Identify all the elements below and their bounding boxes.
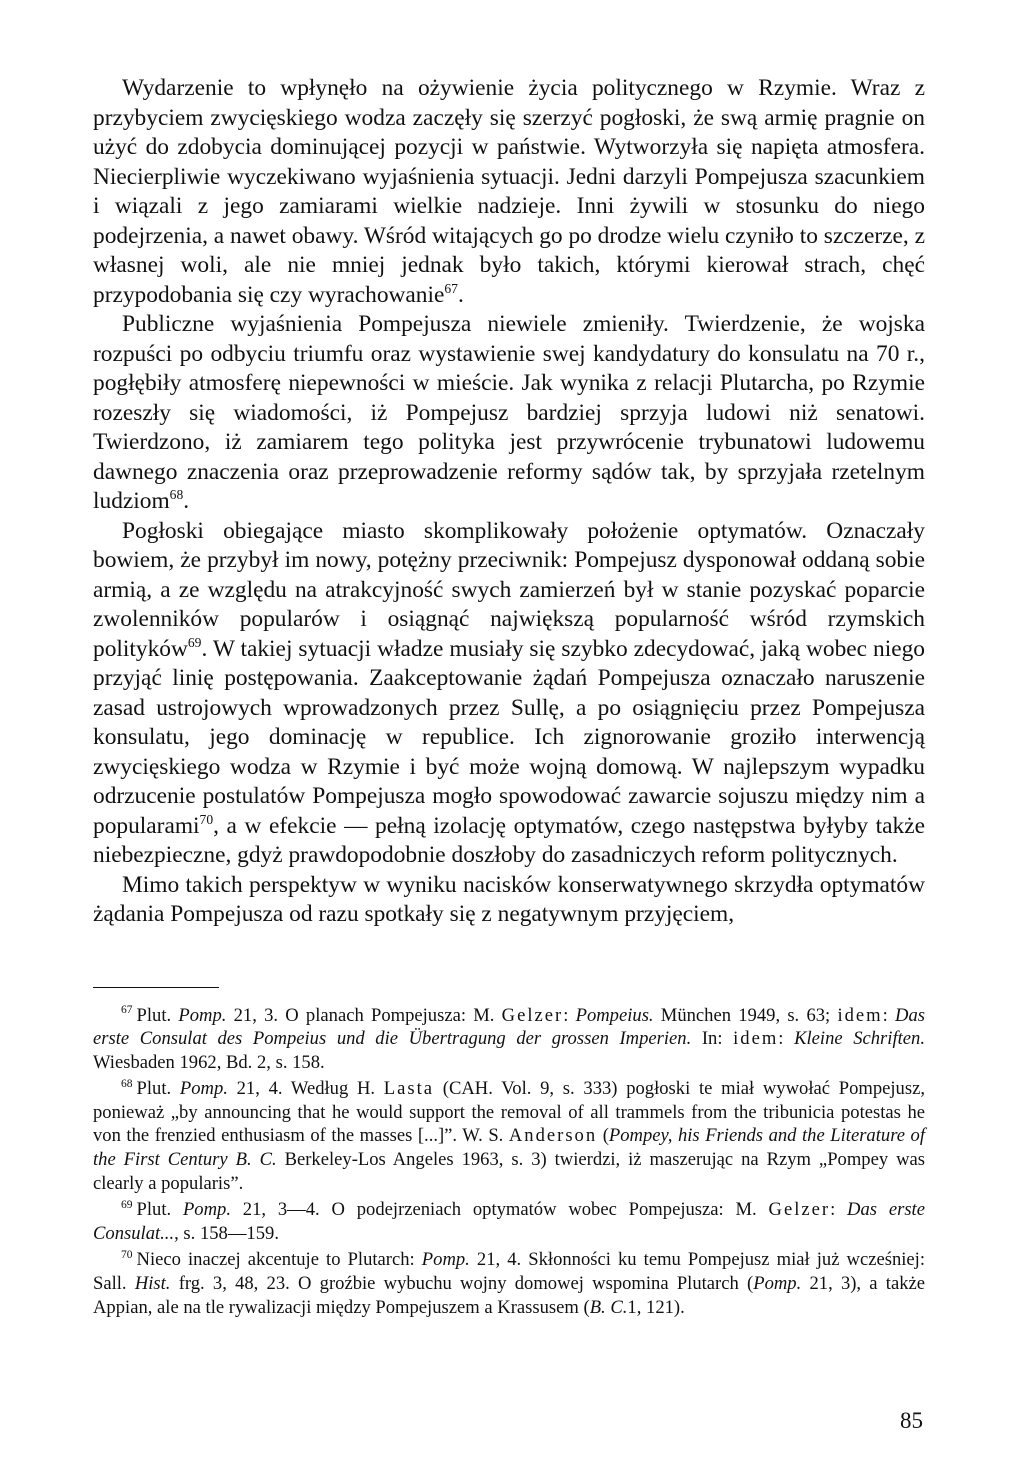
fn-text: : (830, 1199, 848, 1221)
fn-text: 21, 4. Według H. (227, 1078, 384, 1100)
footnote-ref-67[interactable]: 67 (444, 280, 458, 296)
fn-text: 21, 3. O planach Pompejusza: M. (226, 1004, 502, 1026)
fn-author: idem (733, 1028, 779, 1050)
fn-text: Plut. (136, 1004, 179, 1026)
footnote-number: 68 (121, 1078, 133, 1091)
fn-text: ( (597, 1125, 609, 1147)
fn-text: : (778, 1028, 795, 1050)
fn-text: 21, 4. Skłonności ku temu Pompejusz miał już wcześniej: Sall. (93, 1249, 926, 1295)
fn-text: München 1949, s. 63; (653, 1004, 838, 1026)
footnote-number: 70 (121, 1249, 133, 1262)
fn-italic: Pomp. (179, 1078, 228, 1100)
fn-italic: Pomp. (421, 1249, 470, 1271)
fn-text: Nieco inaczej akcentuje to Plutarch: (136, 1249, 422, 1271)
footnote-69 (93, 1198, 925, 1245)
fn-text: : (882, 1004, 896, 1026)
paragraph-1-end: . (457, 281, 464, 308)
fn-author: idem (837, 1004, 883, 1026)
footnote-divider (93, 987, 219, 988)
fn-text: 21, 3), a także Appian, ale na tle rywalizacji między Pompejuszem a Krassusem ( (93, 1273, 926, 1318)
paragraph-2-text: Publiczne wyjaśnienia Pompejusza niewiele zmieniły. Twierdzenie, że wojska rozpuści po odbyciu triumfu oraz wystawienie swej kandydatury do konsulatu na 70 r., pogłębiły atmosferę niepewności w mieście. Jak wynika z relacji Plutarcha, po Rzymie rozeszły się wiadomości, iż Pompejusz bardziej sprzyja ludowi niż senatowi. Twierdzono, iż zamiarem tego polityka jest przywrócenie trybunatowi ludowemu dawnego znaczenia oraz przeprowadzenie reformy sądów tak, by sprzyjała rzetelnym ludziom (93, 311, 925, 514)
paragraph-4-text: Mimo takich perspektyw w wyniku nacisków konserwatywnego skrzydła optymatów żądania Pompejusza od razu spotkały się z negatywnym przyjęciem, (93, 871, 925, 927)
fn-italic: Pomp. (182, 1199, 231, 1221)
fn-text: Berkeley-Los Angeles 1963, s. 3) twierdzi, iż maszerując na Rzym „Pompey was clearly a popularis”. (93, 1149, 925, 1194)
footnote-68 (93, 1077, 925, 1195)
fn-text: Plut. (136, 1199, 183, 1221)
fn-text: : (563, 1004, 576, 1026)
fn-italic: Kleine Schriften. (794, 1028, 925, 1050)
paragraph-3-text-c: , a w efekcie — pełną izolację optymatów, czego następstwa byłyby także niebezpieczne, gdyż prawdopodobnie doszłoby do zasadniczych reform politycznych. (93, 812, 925, 868)
footnote-70 (93, 1248, 925, 1319)
footnote-number: 67 (121, 1004, 133, 1017)
fn-italic: Pomp. (753, 1273, 802, 1295)
fn-text: frg. 3, 48, 23. O groźbie wybuchu wojny domowej wspomina Plutarch ( (170, 1273, 754, 1295)
footnote-number: 69 (121, 1199, 133, 1212)
footnote-67 (93, 1004, 925, 1075)
fn-italic: Hist. (134, 1273, 171, 1295)
fn-italic: Pomp. (178, 1004, 227, 1026)
fn-italic: Das erste Consulat... (93, 1199, 925, 1244)
fn-text: 1, 121). (627, 1296, 685, 1318)
fn-text: (CAH. Vol. 9, s. 333) pogłoski te miał wywołać Pompejusz, ponieważ „by announcing that he would support the removal of all trammels from the tribunicia potestas he von the frenzied enthusiasm of the masses [...]”. W. S. (93, 1078, 925, 1147)
footnotes (93, 1004, 925, 1320)
footnote-ref-70[interactable]: 70 (199, 811, 214, 827)
fn-text: In: (691, 1028, 734, 1050)
fn-author: Gelzer (501, 1004, 564, 1026)
paragraph-3-text-b: . W takiej sytuacji władze musiały się szybko zdecydować, jaką wobec niego przyjąć linię postępowania. Zaakceptowanie żądań Pompejusza oznaczało naruszenie zasad ustrojowych wprowadzonych przez Sullę, a po osiągnięciu przez Pompejusza konsulatu, jego dominację w republice. Ich zignorowanie groziło interwencją zwycięskiego wodza w Rzymie i być może wojną domową. W najlepszym wypadku odrzucenie postulatów Pompejusza mogło spowodować zawarcie sojuszu między nim a popularami (93, 635, 925, 839)
fn-author: Gelzer (768, 1199, 831, 1221)
fn-italic: Pompey, his Friends and the Literature of the First Century B. C. (93, 1125, 925, 1171)
fn-text: Wiesbaden 1962, Bd. 2, s. 158. (93, 1051, 325, 1073)
paragraph-3-text-a: Pogłoski obiegające miasto skomplikowały położenie optymatów. Oznaczały bowiem, że przybył im nowy, potężny przeciwnik: Pompejusz dysponował oddaną sobie armią, a ze względu na atrakcyjność swych zamierzeń był w stanie pozyskać poparcie zwolenników popularów i osiągnąć największą popularność wśród rzymskich polityków (93, 517, 925, 662)
fn-author: Anderson (508, 1125, 598, 1147)
footnote-ref-69[interactable]: 69 (187, 634, 202, 650)
fn-italic: Pompeius. (575, 1004, 654, 1026)
fn-italic: B. C. (589, 1296, 628, 1318)
paragraph-1 (93, 74, 925, 310)
fn-italic: Das erste Consulat des Pompeius und die Übertragung der grossen Imperien. (93, 1004, 925, 1050)
footnote-ref-68[interactable]: 68 (169, 487, 184, 503)
page-number: 85 (900, 1408, 923, 1433)
fn-author: Lasta (383, 1078, 435, 1100)
paragraph-1-text: Wydarzenie to wpłynęło na ożywienie życia politycznego w Rzymie. Wraz z przybyciem zwycięskiego wodza zaczęły się szerzyć pogłoski, że swą armię pragnie on użyć do zdobycia dominującej pozycji w państwie. Wytworzyła się napięta atmosfera. Niecierpliwie wyczekiwano wyjaśnienia sytuacji. Jedni darzyli Pompejusza szacunkiem i wiązali z jego zamiarami wielkie nadzieje. Inni żywili w stosunku do niego podejrzenia, a nawet obawy. Wśród witających go po drodze wielu czyniło to szczerze, z własnej woli, ale nie mniej jednak było takich, którymi kierował strach, chęć przypodobania się czy wyrachowanie (93, 75, 925, 308)
paragraph-3 (93, 517, 925, 871)
fn-text: 21, 3—4. O podejrzeniach optymatów wobec Pompejusza: M. (230, 1199, 769, 1221)
page (93, 74, 925, 1454)
paragraph-4 (93, 871, 925, 930)
paragraph-2-end: . (183, 488, 190, 514)
main-text (93, 74, 925, 930)
paragraph-2 (93, 310, 925, 517)
fn-text: Plut. (136, 1078, 180, 1100)
fn-text: , s. 158—159. (174, 1222, 279, 1244)
